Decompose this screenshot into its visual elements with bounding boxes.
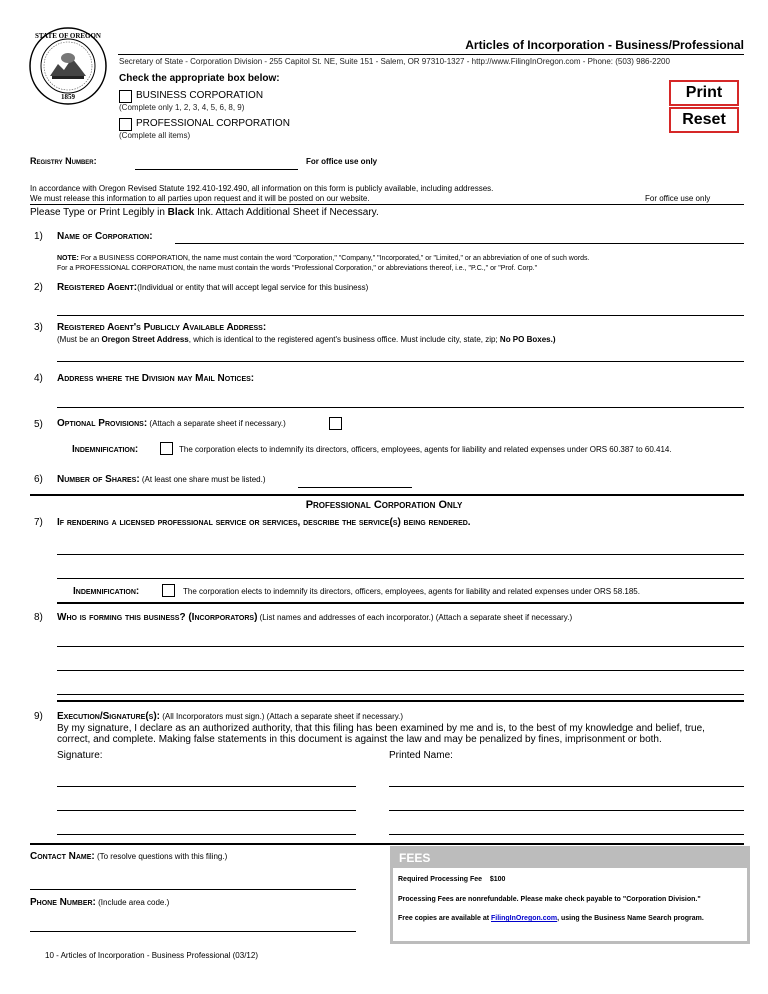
- section-divider: [30, 494, 744, 496]
- item-5-number: 5): [34, 419, 43, 430]
- free-copies-notice: Free copies are available at FilingInOregon.com, using the Business Name Search program.: [398, 915, 704, 922]
- professional-corporation-label: PROFESSIONAL CORPORATION: [136, 118, 290, 129]
- printed-name-label: Printed Name:: [389, 750, 453, 761]
- registered-agent-address-hint: (Must be an Oregon Street Address, which is identical to the registered agent's business office. Must include city, state, zip; No PO Boxes.): [57, 335, 556, 344]
- pc-indemnification-checkbox[interactable]: [162, 584, 175, 597]
- fees-heading: FEES: [393, 849, 747, 868]
- corporation-name-note-2: For a PROFESSIONAL CORPORATION, the name must contain the words "Professional Corporation," or abbreviations thereof, i.e., "P.C.," or "Prof. Corp.": [57, 265, 538, 272]
- agency-contact-line: Secretary of State - Corporation Division - 255 Capitol St. NE, Suite 151 - Salem, OR 97310-1327 - http://www.FilingInOregon.com - Phone: (503) 986-2200: [119, 57, 670, 66]
- print-button[interactable]: Print: [669, 80, 739, 106]
- indemnification-label: Indemnification:: [72, 444, 139, 455]
- registered-agent-field[interactable]: [57, 315, 744, 316]
- pc-indemnification-text: The corporation elects to indemnify its directors, officers, employees, agents for liability and related expenses under ORS 58.185.: [183, 587, 640, 596]
- item-1-number: 1): [34, 231, 43, 242]
- registry-number-field[interactable]: [135, 169, 298, 170]
- phone-number-label: Phone Number: (Include area code.): [30, 897, 170, 908]
- item-4-number: 4): [34, 373, 43, 384]
- incorporators-field-3[interactable]: [57, 694, 744, 695]
- processing-fee-line: Required Processing Fee $100: [398, 876, 506, 883]
- item-8-number: 8): [34, 612, 43, 623]
- corporation-name-label: Name of Corporation:: [57, 231, 153, 242]
- public-records-notice-1: In accordance with Oregon Revised Statute 192.410-192.490, all information on this form is publicly available, including addresses.: [30, 184, 494, 193]
- signature-label: Signature:: [57, 750, 103, 761]
- item-3-number: 3): [34, 322, 43, 333]
- declaration-line-1: By my signature, I declare as an authorized authority, that this filing has been examined by me and is, to the best of my knowledge and belief, true,: [57, 723, 705, 734]
- item-7-number: 7): [34, 517, 43, 528]
- signature-section-end-rule: [30, 843, 744, 845]
- public-records-notice-2: We must release this information to all parties upon request and it will be posted on our website.: [30, 194, 370, 203]
- svg-text:1859: 1859: [61, 93, 75, 101]
- printed-name-field-1[interactable]: [389, 786, 744, 787]
- professional-service-field-2[interactable]: [57, 578, 744, 579]
- item-2-number: 2): [34, 282, 43, 293]
- professional-corporation-note: (Complete all items): [119, 131, 191, 140]
- check-box-instruction: Check the appropriate box below:: [119, 73, 280, 84]
- registered-agent-address-label: Registered Agent's Publicly Available Address:: [57, 322, 267, 333]
- contact-name-field[interactable]: [30, 889, 356, 890]
- professional-service-field-1[interactable]: [57, 554, 744, 555]
- contact-name-label: Contact Name: (To resolve questions with this filing.): [30, 851, 228, 862]
- filing-in-oregon-link[interactable]: FilingInOregon.com: [491, 915, 558, 922]
- item-9-number: 9): [34, 711, 43, 722]
- signature-field-3[interactable]: [57, 834, 356, 835]
- registered-agent-address-field[interactable]: [57, 361, 744, 362]
- signature-field-1[interactable]: [57, 786, 356, 787]
- optional-provisions-label: Optional Provisions: (Attach a separate sheet if necessary.): [57, 418, 286, 429]
- incorporators-field-2[interactable]: [57, 670, 744, 671]
- registered-agent-label: Registered Agent:(Individual or entity that will accept legal service for this business): [57, 282, 369, 293]
- pc-section-end-rule: [57, 602, 744, 604]
- phone-number-field[interactable]: [30, 931, 356, 932]
- indemnification-checkbox[interactable]: [160, 442, 173, 455]
- reset-button[interactable]: Reset: [669, 107, 739, 133]
- notice-rule: [30, 204, 744, 205]
- business-corporation-label: BUSINESS CORPORATION: [136, 90, 264, 101]
- business-corporation-checkbox[interactable]: [119, 90, 132, 103]
- title-rule: [118, 54, 744, 55]
- mailing-address-field[interactable]: [57, 407, 744, 408]
- incorporators-end-rule: [57, 700, 744, 702]
- nonrefundable-notice: Processing Fees are nonrefundable. Please make check payable to "Corporation Division.": [398, 896, 701, 903]
- page-footer: 10 - Articles of Incorporation - Business Professional (03/12): [45, 951, 258, 960]
- notice-office-use: For office use only: [645, 194, 711, 203]
- mailing-address-label: Address where the Division may Mail Notices:: [57, 373, 255, 384]
- optional-provisions-checkbox[interactable]: [329, 417, 342, 430]
- ink-instruction: Please Type or Print Legibly in Black Ink. Attach Additional Sheet if Necessary.: [30, 207, 379, 218]
- signature-field-2[interactable]: [57, 810, 356, 811]
- number-of-shares-label: Number of Shares: (At least one share must be listed.): [57, 474, 266, 485]
- professional-service-label: If rendering a licensed professional service or services, describe the service(s) being rendered.: [57, 517, 471, 528]
- corporation-name-note-1: NOTE: For a BUSINESS CORPORATION, the name must contain the word "Corporation," "Company," "Incorporated," or "Limited," or an abbreviation of one of such words.: [57, 255, 590, 262]
- registry-office-use: For office use only: [306, 157, 378, 166]
- number-of-shares-field[interactable]: [298, 487, 412, 488]
- printed-name-field-2[interactable]: [389, 810, 744, 811]
- incorporators-field-1[interactable]: [57, 646, 744, 647]
- declaration-line-2: correct, and complete. Making false statements in this document is against the law and may be penalized by fines, imprisonment or both.: [57, 734, 662, 745]
- oregon-state-seal: [28, 26, 108, 106]
- printed-name-field-3[interactable]: [389, 834, 744, 835]
- corporation-name-field[interactable]: [175, 243, 744, 244]
- form-title: Articles of Incorporation - Business/Professional: [465, 38, 744, 52]
- pc-indemnification-label: Indemnification:: [73, 586, 140, 597]
- execution-signature-label: Execution/Signature(s): (All Incorporators must sign.) (Attach a separate sheet if necessary.): [57, 711, 404, 722]
- professional-corporation-heading: Professional Corporation Only: [305, 499, 463, 511]
- fees-box: [390, 846, 750, 944]
- indemnification-text: The corporation elects to indemnify its directors, officers, employees, agents for liability and related expenses under ORS 60.387 to 60.414.: [179, 445, 672, 454]
- professional-corporation-checkbox[interactable]: [119, 118, 132, 131]
- business-corporation-note: (Complete only 1, 2, 3, 4, 5, 6, 8, 9): [119, 103, 245, 112]
- item-6-number: 6): [34, 474, 43, 485]
- svg-text:STATE OF OREGON: STATE OF OREGON: [35, 32, 101, 40]
- registry-number-label: Registry Number:: [30, 156, 97, 166]
- incorporators-label: Who is forming this business? (Incorporators) (List names and addresses of each incorporator.) (Attach a separate sheet if necessary.): [57, 612, 573, 623]
